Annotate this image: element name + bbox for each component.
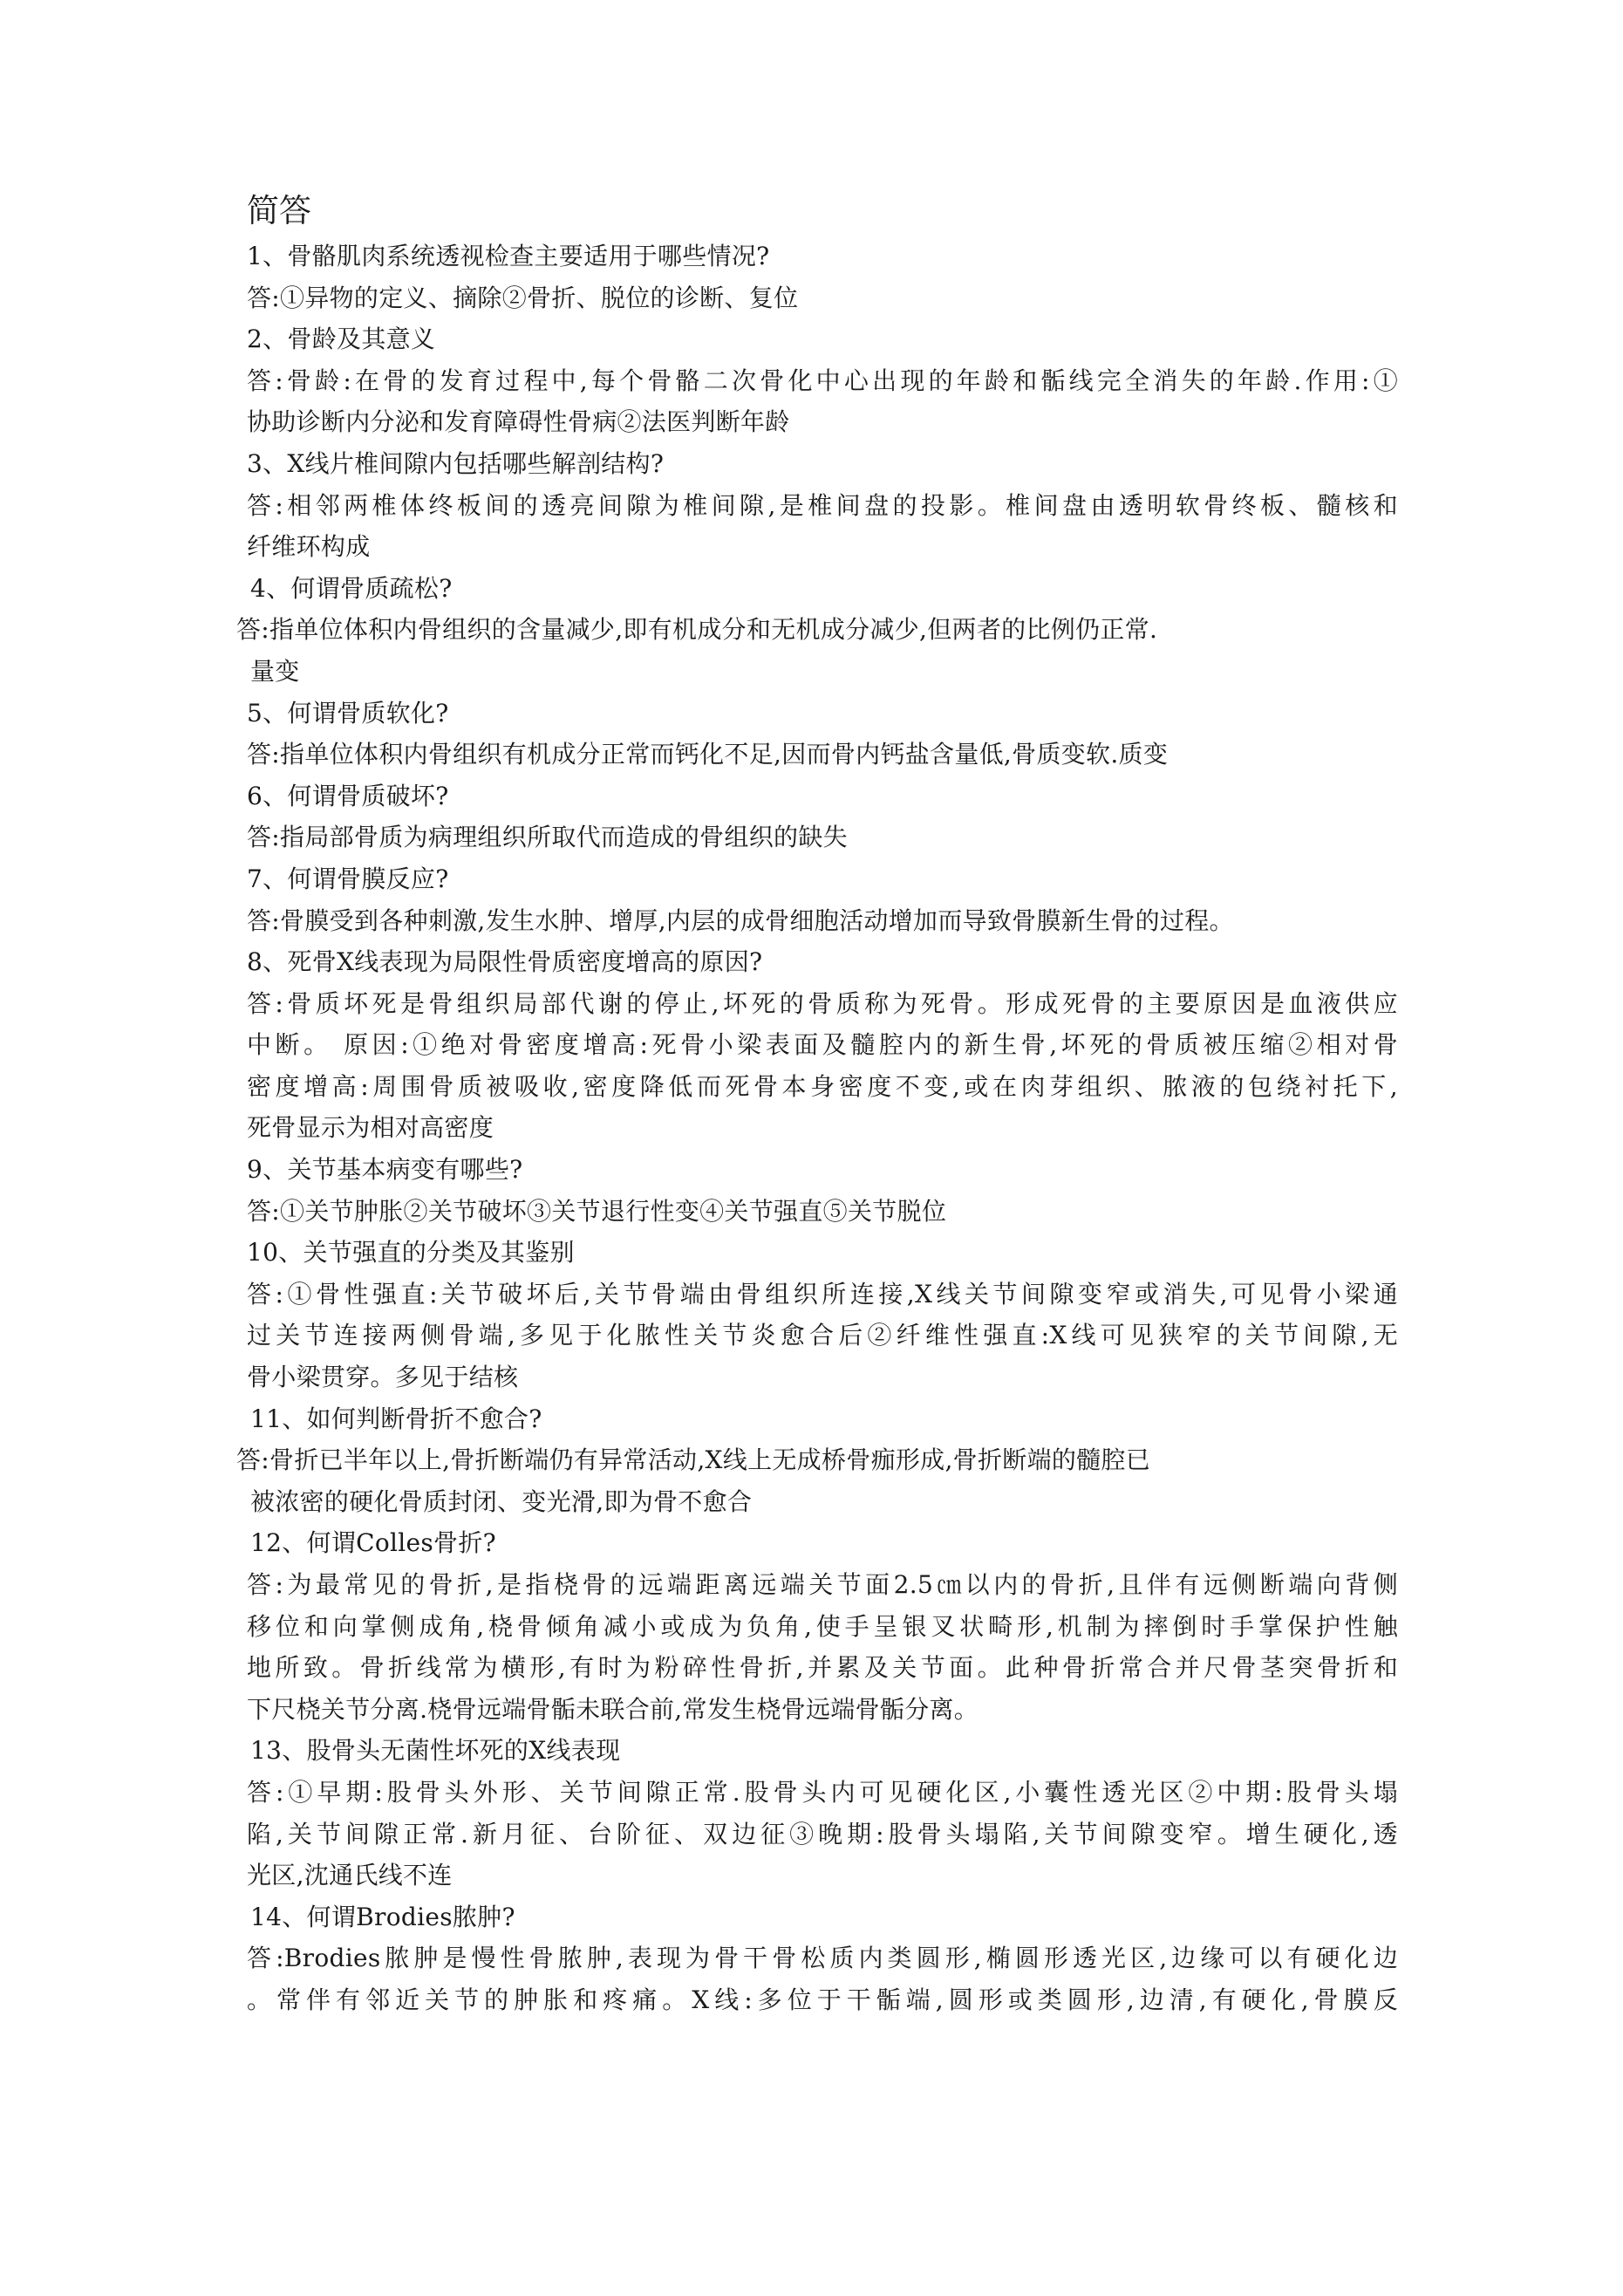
- answer-9: 答:①关节肿胀②关节破坏③关节退行性变④关节强直⑤关节脱位: [247, 1196, 947, 1226]
- question-3: 3、X线片椎间隙内包括哪些解剖结构?: [247, 448, 665, 478]
- answer-10-line-1: 答:①骨性强直:关节破坏后,关节骨端由骨组织所连接,X线关节间隙变窄或消失,可见骨小梁通: [247, 1279, 1398, 1309]
- answer-14-line-2: 。常伴有邻近关节的肿胀和疼痛。X线:多位于干骺端,圆形或类圆形,边清,有硬化,骨膜反: [247, 1985, 1398, 2014]
- question-13: 13、股骨头无菌性坏死的X线表现: [250, 1736, 621, 1766]
- question-8: 8、死骨X线表现为局限性骨质密度增高的原因?: [247, 947, 763, 977]
- answer-8-line-3: 密度增高:周围骨质被吸收,密度降低而死骨本身密度不变,或在肉芽组织、脓液的包绕衬托下,: [247, 1071, 1398, 1101]
- question-12: 12、何谓Colles骨折?: [250, 1528, 496, 1558]
- answer-10-line-2: 过关节连接两侧骨端,多见于化脓性关节炎愈合后②纤维性强直:X线可见狭窄的关节间隙,无: [247, 1321, 1398, 1350]
- answer-13-line-2: 陷,关节间隙正常.新月征、台阶征、双边征③晚期:股骨头塌陷,关节间隙变窄。增生硬化,透: [247, 1819, 1398, 1848]
- question-4: 4、何谓骨质疏松?: [250, 573, 453, 603]
- question-9: 9、关节基本病变有哪些?: [247, 1155, 523, 1185]
- answer-6: 答:指局部骨质为病理组织所取代而造成的骨组织的缺失: [247, 823, 848, 852]
- question-10: 10、关节强直的分类及其鉴别: [247, 1238, 575, 1268]
- answer-11-line-1: 答:骨折已半年以上,骨折断端仍有异常活动,X线上无成桥骨痂形成,骨折断端的髓腔已: [236, 1445, 1151, 1475]
- answer-13-line-1: 答:①早期:股骨头外形、关节间隙正常.股骨头内可见硬化区,小囊性透光区②中期:股骨头塌: [247, 1777, 1398, 1807]
- answer-12-line-3: 地所致。骨折线常为横形,有时为粉碎性骨折,并累及关节面。此种骨折常合并尺骨茎突骨折和: [247, 1653, 1398, 1683]
- qa-list: [236, 236, 1398, 2021]
- section-title: 简答: [247, 192, 311, 229]
- answer-12-line-4: 下尺桡关节分离.桡骨远端骨骺未联合前,常发生桡骨远端骨骺分离。: [247, 1694, 979, 1724]
- document-page: [236, 190, 1398, 2021]
- answer-13-line-3: 光区,沈通氏线不连: [247, 1861, 453, 1890]
- answer-2-line-1: 答:骨龄:在骨的发育过程中,每个骨骼二次骨化中心出现的年龄和骺线完全消失的年龄.作用:①: [247, 366, 1398, 395]
- question-14: 14、何谓Brodies脓肿?: [250, 1902, 515, 1931]
- answer-5: 答:指单位体积内骨组织有机成分正常而钙化不足,因而骨内钙盐含量低,骨质变软.质变: [247, 740, 1169, 769]
- question-5: 5、何谓骨质软化?: [247, 698, 449, 728]
- answer-4-line-1: 答:指单位体积内骨组织的含量减少,即有机成分和无机成分减少,但两者的比例仍正常.: [236, 615, 1158, 645]
- answer-1: 答:①异物的定义、摘除②骨折、脱位的诊断、复位: [247, 283, 799, 312]
- answer-11-line-2: 被浓密的硬化骨质封闭、变光滑,即为骨不愈合: [250, 1486, 753, 1516]
- question-1: 1、骨骼肌肉系统透视检查主要适用于哪些情况?: [247, 242, 770, 270]
- answer-10-line-3: 骨小梁贯穿。多见于结核: [247, 1363, 519, 1392]
- question-6: 6、何谓骨质破坏?: [247, 781, 449, 810]
- answer-14-line-1: 答:Brodies脓肿是慢性骨脓肿,表现为骨干骨松质内类圆形,椭圆形透光区,边缘可以有硬化边: [247, 1944, 1398, 1973]
- answer-8-line-2: 中断。 原因:①绝对骨密度增高:死骨小梁表面及髓腔内的新生骨,坏死的骨质被压缩②相对骨: [247, 1030, 1398, 1060]
- answer-3-line-2: 纤维环构成: [247, 532, 371, 562]
- answer-12-line-2: 移位和向掌侧成角,桡骨倾角减小或成为负角,使手呈银叉状畸形,机制为摔倒时手掌保护性触: [247, 1611, 1398, 1641]
- answer-7: 答:骨膜受到各种刺激,发生水肿、增厚,内层的成骨细胞活动增加而导致骨膜新生骨的过程。: [247, 905, 1234, 935]
- answer-4-line-2: 量变: [250, 656, 300, 686]
- answer-2-line-2: 协助诊断内分泌和发育障碍性骨病②法医判断年龄: [247, 407, 790, 437]
- answer-8-line-4: 死骨显示为相对高密度: [247, 1113, 494, 1143]
- answer-8-line-1: 答:骨质坏死是骨组织局部代谢的停止,坏死的骨质称为死骨。形成死骨的主要原因是血液供应: [247, 988, 1398, 1018]
- question-11: 11、如何判断骨折不愈合?: [250, 1404, 542, 1433]
- answer-3-line-1: 答:相邻两椎体终板间的透亮间隙为椎间隙,是椎间盘的投影。椎间盘由透明软骨终板、髓核和: [247, 490, 1398, 520]
- question-7: 7、何谓骨膜反应?: [247, 864, 449, 893]
- question-2: 2、骨龄及其意义: [247, 325, 436, 354]
- answer-12-line-1: 答:为最常见的骨折,是指桡骨的远端距离远端关节面2.5㎝以内的骨折,且伴有远侧断端向背侧: [247, 1570, 1398, 1599]
